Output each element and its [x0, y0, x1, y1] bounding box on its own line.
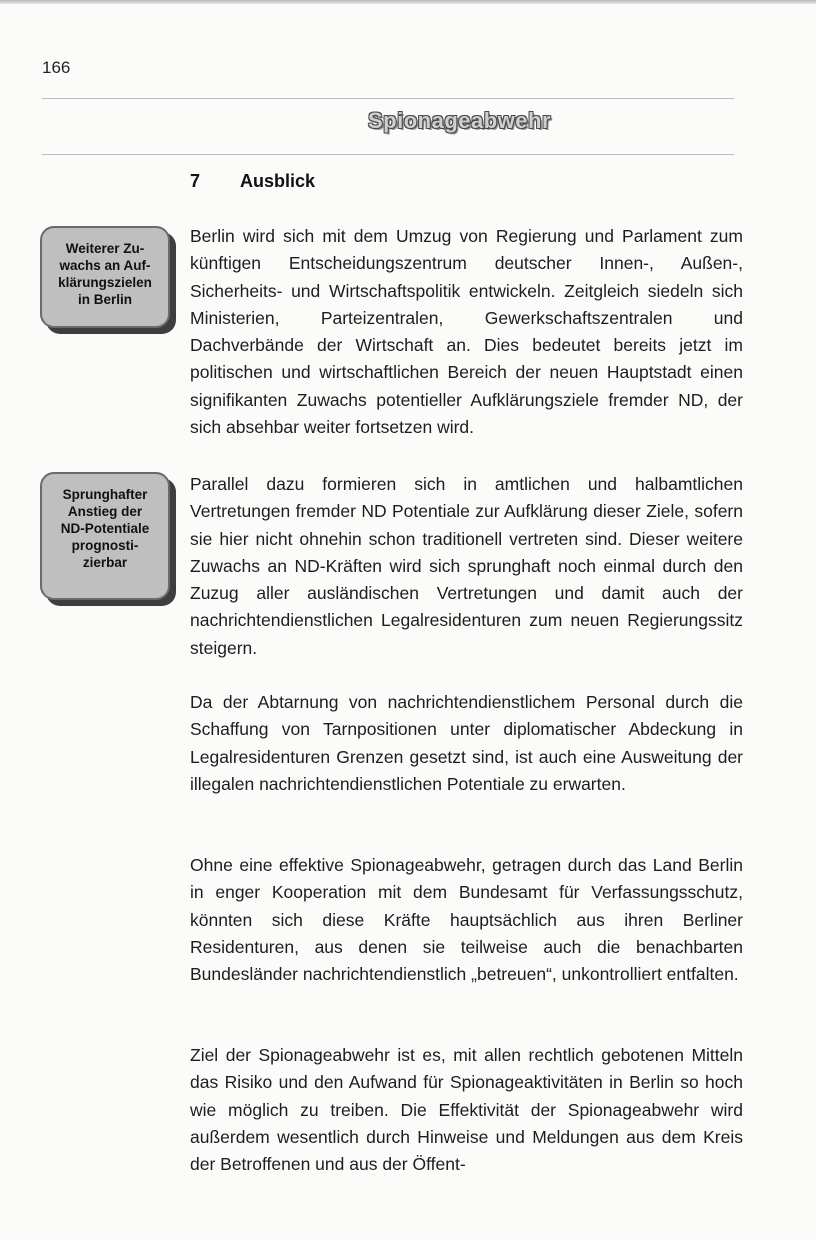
margin-note-line: Anstieg der [67, 504, 143, 519]
scan-top-edge [0, 0, 816, 4]
margin-note-line: wachs an Auf- [59, 258, 151, 273]
margin-note-increase [40, 472, 170, 600]
body-paragraph-4 [190, 852, 743, 988]
section-number: 7 [190, 171, 201, 191]
paragraph-text: Ohne eine effektive Spionageabwehr, getragen durch das Land Berlin in enger Kooperation mit dem Bundesamt für Verfassungsschutz, könnten sich diese Kräfte hauptsächlich aus ihren Berliner Residenturen, aus denen sie teilweise auch die benachbarten Bundesländer nachrichtendienstlich „betreuen“, unkontrolliert entfalten. [190, 855, 743, 985]
header-rule-bottom [42, 154, 734, 155]
paragraph-text: Da der Abtarnung von nachrichtendienstlichem Personal durch die Schaffung von Tarnpositionen unter diplomatischer Abdeckung in Legalresidenturen Grenzen gesetzt sind, ist auch eine Ausweitung der illegalen nachrichtendienstlichen Potentiale zu erwarten. [190, 692, 743, 794]
body-paragraph-5 [190, 1042, 743, 1178]
margin-note-growth [40, 226, 170, 328]
margin-note-line: Weiterer Zu- [65, 241, 145, 256]
paragraph-text: Parallel dazu formieren sich in amtlichen und halbamtlichen Vertretungen fremder ND Potentiale zur Aufklärung dieser Ziele, sofern sie hier nicht ohnehin schon traditionell vertreten sind. Dieser weitere Zuwachs an ND-Kräften wird sich sprunghaft noch einmal durch den Zuzug aller ausländischen Vertretungen und damit auch der nachrichtendienstlichen Legalresidenturen zum neuen Regierungssitz steigern. [190, 474, 743, 658]
paragraph-text: Berlin wird sich mit dem Umzug von Regierung und Parlament zum künftigen Entscheidungszentrum deutscher Innen-, Außen-, Sicherheits- und Wirtschaftspolitik entwickeln. Zeitgleich siedeln sich Ministerien, Parteizentralen, Gewerkschaftszentralen und Dachverbände der Wirtschaft an. Dies bedeutet bereits jetzt im politischen und wirtschaftlichen Bereich der neuen Hauptstadt einen signifikanten Zuwachs potentieller Aufklärungsziele fremder ND, der sich absehbar weiter fortsetzen wird. [190, 226, 743, 438]
margin-note-line: zierbar [82, 555, 128, 570]
section-heading [190, 171, 315, 192]
body-paragraph-3 [190, 689, 743, 798]
body-paragraph-1 [190, 223, 743, 441]
margin-note-line: Sprunghafter [62, 487, 148, 502]
page-number: 166 [42, 58, 71, 77]
margin-note-line: ND-Potentiale [60, 521, 150, 536]
margin-note-line: in Berlin [77, 292, 132, 307]
paragraph-text: Ziel der Spionageabwehr ist es, mit allen rechtlich gebotenen Mitteln das Risiko und den Aufwand für Spionageaktivitäten in Berlin so hoch wie möglich zu treiben. Die Effektivität der Spionageabwehr wird außerdem wesentlich durch Hinweise und Meldungen aus dem Kreis der Betroffenen und aus der Öffent- [190, 1045, 743, 1175]
margin-note-line: prognosti- [71, 538, 139, 553]
section-title: Ausblick [240, 171, 316, 191]
header-rule-top [42, 98, 734, 99]
margin-note-line: klärungszielen [58, 275, 152, 290]
body-paragraph-2 [190, 471, 743, 662]
running-header: Spionageabwehr [368, 108, 552, 133]
